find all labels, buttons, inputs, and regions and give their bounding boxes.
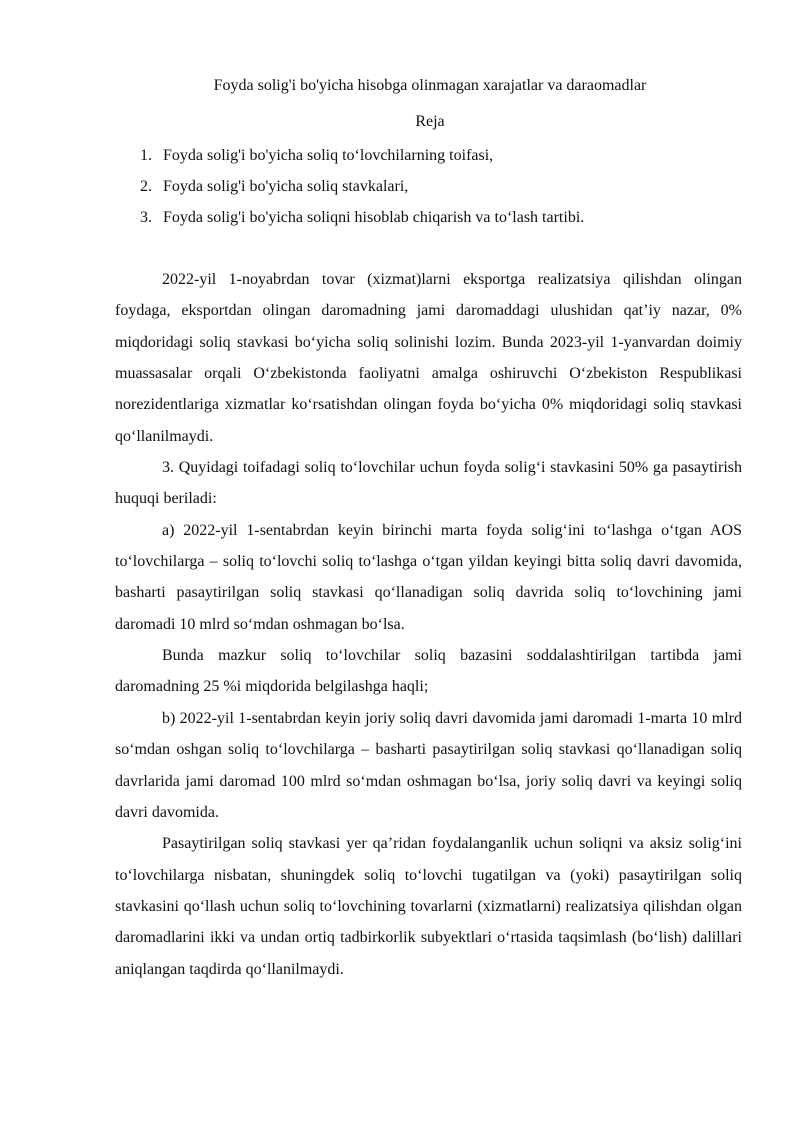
plan-list bbox=[140, 140, 584, 233]
plan-item-text: Foyda solig'i bo'yicha soliqni hisoblab chiqarish va to‘lash tartibi. bbox=[163, 209, 585, 226]
body-paragraph: 2022-yil 1-noyabrdan tovar (xizmat)larni eksportga realizatsiya qilishdan olingan foydaga, eksportdan olingan daromadning jami daromaddagi ulushidan qat’iy nazar, 0% miqdoridagi soliq stavkasi bo‘yicha soliq solinishi lozim. Bunda 2023-yil 1-yanvardan doimiy muassasalar orqali O‘zbekistonda faoliyatni amalga oshiruvchi O‘zbekiston Respublikasi norezidentlariga xizmatlar ko‘rsatishdan olingan foyda bo‘yicha 0% miqdoridagi soliq stavkasi qo‘llanilmaydi. bbox=[115, 271, 742, 445]
plan-item bbox=[140, 140, 584, 171]
body-paragraph: Pasaytirilgan soliq stavkasi yer qa’ridan foydalanganlik uchun soliqni va aksiz solig‘ini to‘lovchilarga nisbatan, shuningdek soliq to‘lovchi tugatilgan va (yoki) pasaytirilgan soliq stavkasini qo‘llash uchun soliq to‘lovchining tovarlarni (xizmatlarni) realizatsiya qilishdan olgan daromadlarini ikki va undan ortiq tadbirkorlik subyektlari o‘rtasida taqsimlash (bo‘lish) dalillari aniqlangan taqdirda qo‘llanilmaydi. bbox=[115, 835, 742, 978]
plan-item bbox=[140, 171, 584, 202]
document-title: Foyda solig'i bo'yicha hisobga olinmagan xarajatlar va daraomadlar bbox=[213, 77, 647, 94]
plan-item-text: Foyda solig'i bo'yicha soliq to‘lovchilarning toifasi, bbox=[163, 147, 494, 164]
plan-item-number: 3. bbox=[140, 209, 152, 226]
plan-item-text: Foyda solig'i bo'yicha soliq stavkalari, bbox=[163, 178, 409, 195]
plan-heading: Reja bbox=[415, 113, 445, 130]
body-paragraph: b) 2022-yil 1-sentabrdan keyin joriy soliq davri davomida jami daromadi 1-marta 10 mlrd so‘mdan oshgan soliq to‘lovchilarga – basharti pasaytirilgan soliq stavkasi qo‘llanadigan soliq davrlarida jami daromad 100 mlrd so‘mdan oshmagan bo‘lsa, joriy soliq davri va keyingi soliq davri davomida. bbox=[115, 709, 742, 821]
plan-item-number: 2. bbox=[140, 178, 152, 195]
body-paragraph: 3. Quyidagi toifadagi soliq to‘lovchilar uchun foyda solig‘i stavkasini 50% ga pasaytirish huquqi beriladi: bbox=[115, 459, 742, 508]
body-paragraph: a) 2022-yil 1-sentabrdan keyin birinchi marta foyda solig‘ini to‘lashga o‘tgan AOS to‘lovchilarga – soliq to‘lovchi soliq to‘lashga o‘tgan yildan keyingi bitta soliq davri davomida, basharti pasaytirilgan soliq stavkasi qo‘llanadigan soliq davrida soliq to‘lovchining jami daromadi 10 mlrd so‘mdan oshmagan bo‘lsa. bbox=[115, 521, 742, 633]
plan-item bbox=[140, 202, 584, 233]
document-body bbox=[115, 264, 742, 985]
body-paragraph: Bunda mazkur soliq to‘lovchilar soliq bazasini soddalashtirilgan tartibda jami daromadning 25 %i miqdorida belgilashga haqli; bbox=[115, 647, 742, 696]
plan-item-number: 1. bbox=[140, 147, 152, 164]
